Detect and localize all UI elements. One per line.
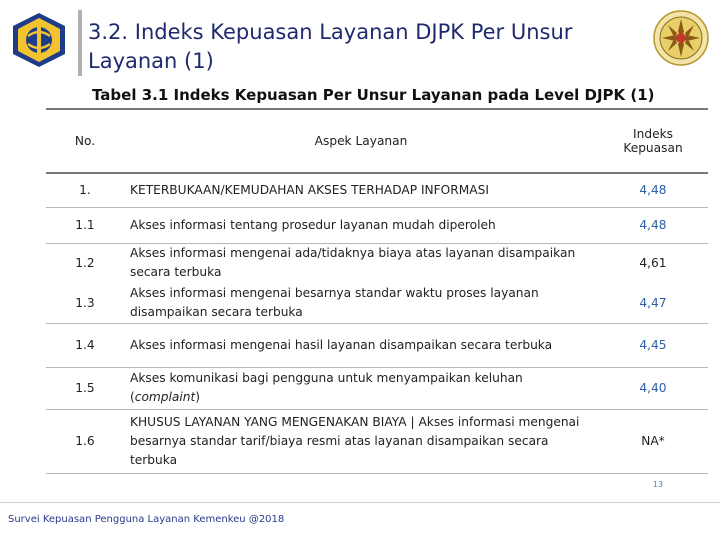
footer-text: Survei Kepuasan Pengguna Layanan Kemenkeu @2018: [8, 514, 285, 525]
row-no: 1.2: [75, 256, 95, 271]
row-indeks: 4,48: [639, 218, 667, 232]
row-aspek-text: Akses komunikasi bagi pengguna untuk menyampaikan keluhan: [130, 371, 523, 385]
row-indeks: 4,47: [639, 295, 667, 310]
footer-divider: [0, 502, 720, 503]
row-no: 1.4: [75, 338, 95, 352]
table-row: [46, 173, 708, 207]
row-aspek: [124, 409, 598, 473]
row-aspek: Akses informasi mengenai hasil layanan disampaikan secara terbuka: [130, 337, 553, 352]
row-no: 1.3: [75, 295, 95, 310]
column-header-aspek: Aspek Layanan: [314, 134, 408, 148]
table-row: [46, 409, 708, 473]
row-no: 1.6: [75, 434, 95, 448]
kemenkeu-logo-icon: [8, 10, 70, 70]
row-aspek: Akses informasi tentang prosedur layanan mudah diperoleh: [130, 217, 496, 232]
row-aspek: Akses informasi mengenai ada/tidaknya biaya atas layanan disampaikan secara terbuka: [130, 246, 576, 280]
table-row: [46, 243, 708, 283]
row-indeks: NA*: [641, 434, 665, 448]
row-aspek-note-open: (: [130, 390, 135, 404]
row-aspek-text: Akses informasi mengenai besarnya standar tarif/biaya resmi atas layanan disampaikan secara terbuka: [130, 414, 580, 467]
row-aspek: KETERBUKAAN/KEMUDAHAN AKSES TERHADAP INFORMASI: [130, 182, 489, 197]
row-aspek-note: complaint: [134, 390, 196, 404]
row-aspek-note-close: ): [195, 390, 201, 404]
row-indeks: 4,61: [639, 256, 667, 271]
table-caption: Tabel 3.1 Indeks Kepuasan Per Unsur Layanan pada Level DJPK (1): [92, 86, 655, 104]
table-header-row: [46, 109, 708, 173]
row-indeks: 4,45: [639, 338, 667, 352]
page-title: 3.2. Indeks Kepuasan Layanan DJPK Per Unsur Layanan (1): [88, 20, 573, 73]
table-row: [46, 207, 708, 243]
row-aspek: Akses informasi mengenai besarnya standar waktu proses layanan disampaikan secara terbuka: [130, 285, 539, 319]
row-no: 1.1: [75, 218, 95, 232]
table-row: [46, 323, 708, 367]
row-no: 1.5: [75, 381, 95, 395]
row-aspek-heading: KHUSUS LAYANAN YANG MENGENAKAN BIAYA: [130, 414, 407, 429]
row-indeks: 4,40: [639, 381, 667, 395]
column-header-no: No.: [74, 134, 96, 148]
title-divider: [78, 10, 82, 76]
row-aspek-separator: |: [406, 414, 419, 429]
row-indeks: 4,48: [639, 183, 667, 198]
row-no: 1.: [79, 183, 91, 198]
table-row: [46, 283, 708, 323]
ugm-emblem-icon: [653, 10, 709, 66]
row-aspek: [124, 367, 598, 409]
satisfaction-index-table: [46, 108, 708, 474]
table-row: [46, 367, 708, 409]
column-header-indeks: Indeks Kepuasan: [623, 127, 683, 155]
page-number: 13: [652, 480, 664, 489]
